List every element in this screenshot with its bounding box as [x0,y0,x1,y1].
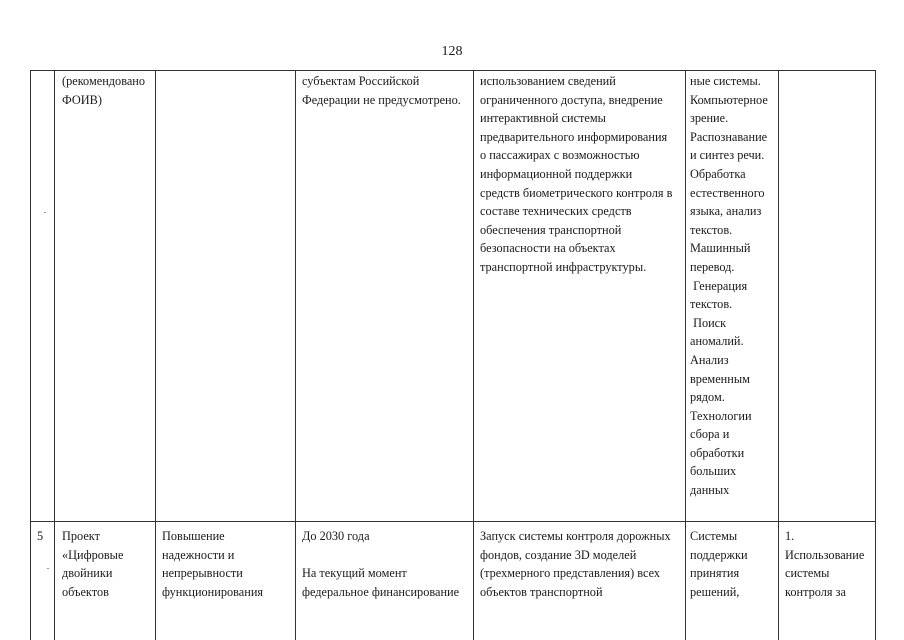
row-number: 5 [37,529,44,543]
column-divider [473,70,474,640]
column-divider [685,70,686,640]
table-cell: Системы поддержки принятия решений, [690,529,748,599]
scan-speck [44,212,46,213]
column-divider [30,70,31,640]
column-divider [295,70,296,640]
table-cell: До 2030 года На текущий момент федеральное финансирование [302,529,460,599]
table-border-top [30,70,876,71]
table-cell: 1. Использование системы контроля за [785,529,865,599]
table-cell: Проект «Цифровые двойники объектов [62,529,124,599]
table-cell: субъектам Российской Федерации не предусмотрено. [302,74,461,107]
table-cell: ные системы. Компьютерное зрение. Распознавание и синтез речи. Обработка естественного языка, анализ текстов. Машинный перевод. Генерация текстов. Поиск аномалий. Анализ временным рядом. Технологии сбора и обработки больших данных [690,74,768,498]
table-cell: использованием сведений ограниченного доступа, внедрение интерактивной системы предварительного информирования о пассажирах с возможностью информационной поддержки средств биометрического контроля в составе технических средств обеспечения транспортной безопасности на объектах транспортной инфраструктуры. [480,74,673,274]
data-table [30,70,876,640]
table-cell: (рекомендовано ФОИВ) [62,74,146,107]
row-divider [30,521,876,522]
page-number: 128 [441,44,463,59]
column-divider [875,70,876,640]
table-cell: Запуск системы контроля дорожных фондов, создание 3D моделей (трехмерного представления) всех объектов транспортной [480,529,671,599]
column-divider [778,70,779,640]
scan-speck [47,568,49,569]
column-divider [155,70,156,640]
column-divider [54,70,55,640]
table-cell: Повышение надежности и непрерывности функционирования [162,529,264,599]
